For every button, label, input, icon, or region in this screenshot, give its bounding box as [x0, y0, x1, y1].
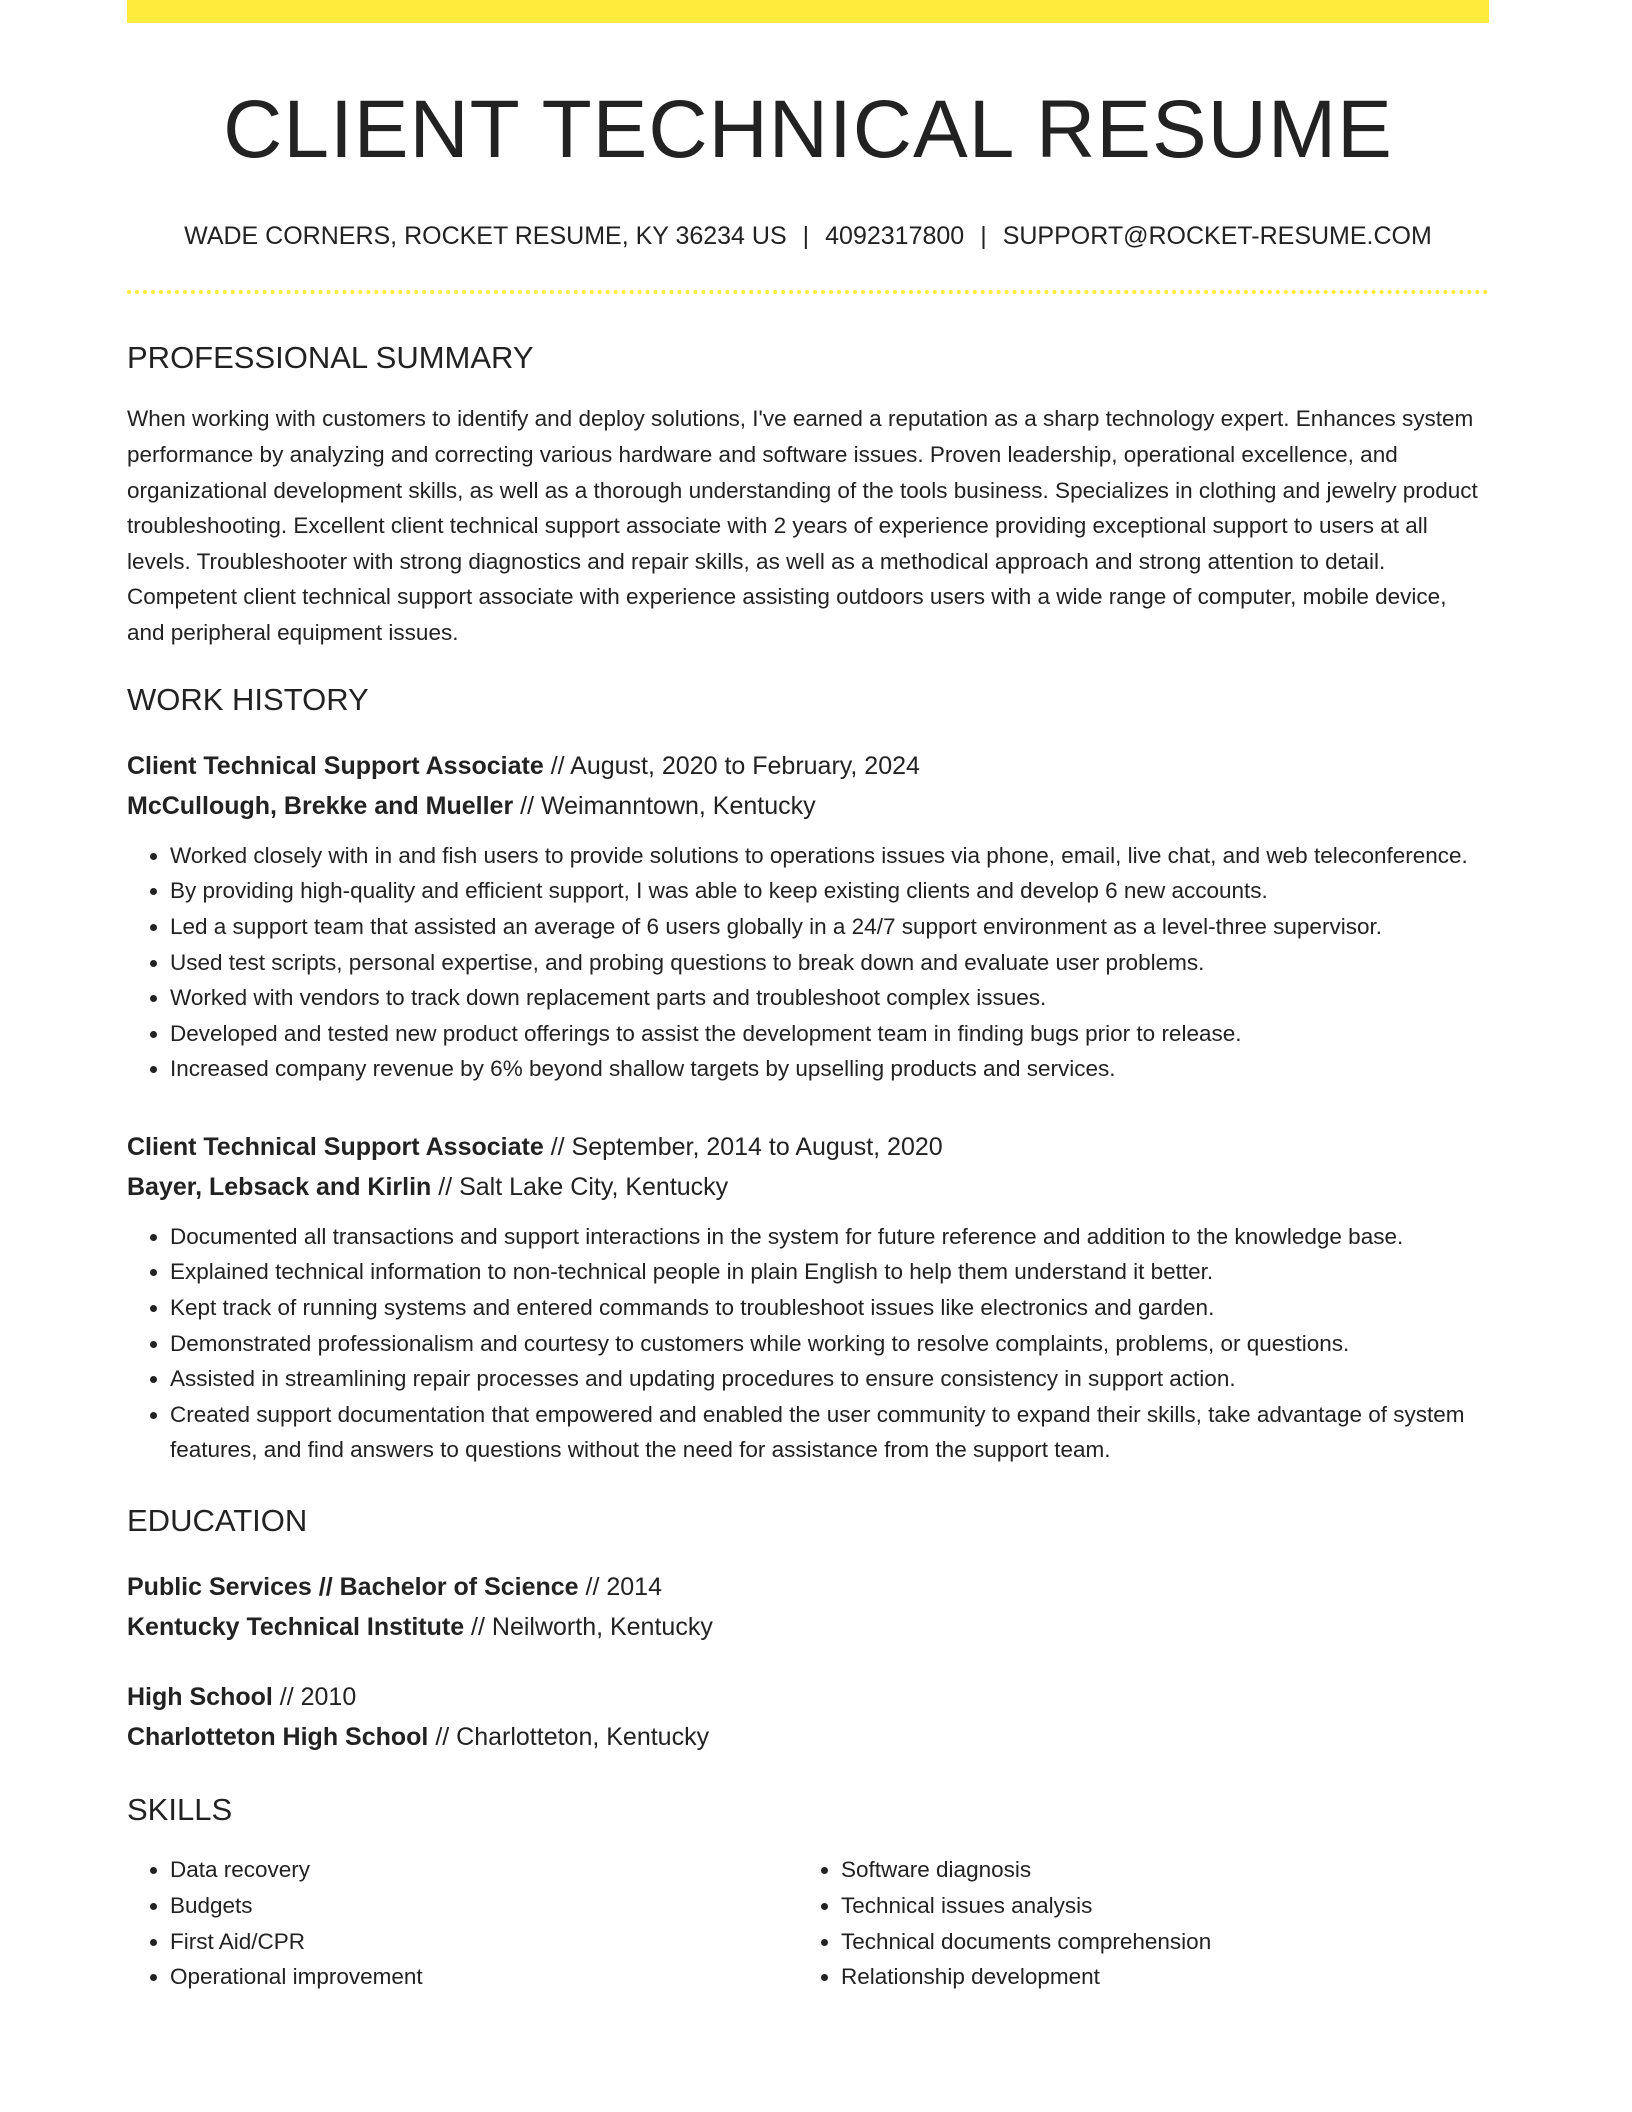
list-item: • Documented all transactions and support interactions in the system for future reference and addition to the knowledge base. — [170, 1219, 1489, 1255]
list-item: • Worked with vendors to track down replacement parts and troubleshoot complex issues. — [170, 980, 1489, 1016]
resume-page — [127, 0, 1489, 1995]
skill-item: • Operational improvement — [170, 1959, 798, 1995]
degree-line — [127, 1567, 1489, 1607]
list-item: • Used test scripts, personal expertise, and probing questions to break down and evaluate user problems. — [170, 945, 1489, 981]
contact-separator: | — [802, 222, 810, 251]
school-line — [127, 1717, 1489, 1757]
job-company: Bayer, Lebsack and Kirlin — [127, 1172, 432, 1201]
list-item: • By providing high-quality and efficient support, I was able to keep existing clients and develop 6 new accounts. — [170, 873, 1489, 909]
skill-item: • Software diagnosis — [841, 1852, 1481, 1888]
job-bullets — [127, 838, 1489, 1087]
education-entry — [127, 1677, 1489, 1757]
dotted-divider — [127, 290, 1489, 294]
list-item: • Assisted in streamlining repair processes and updating procedures to ensure consistency in support action. — [170, 1361, 1489, 1397]
school-location: // Charlotteton, Kentucky — [428, 1723, 710, 1752]
skill-item: • Relationship development — [841, 1959, 1481, 1995]
job-location: // Salt Lake City, Kentucky — [431, 1172, 729, 1201]
summary-heading: PROFESSIONAL SUMMARY — [127, 340, 534, 376]
degree: Public Services // Bachelor of Science — [127, 1573, 579, 1602]
education-entry — [127, 1567, 1489, 1647]
job-location: // Weimanntown, Kentucky — [513, 791, 816, 820]
list-item: • Explained technical information to non-technical people in plain English to help them understand it better. — [170, 1254, 1489, 1290]
top-accent-bar — [127, 0, 1489, 23]
job-entry — [127, 746, 1489, 1087]
job-dates: // September, 2014 to August, 2020 — [543, 1132, 943, 1161]
job-entry — [127, 1127, 1489, 1468]
contact-separator: | — [980, 222, 987, 251]
list-item: • Led a support team that assisted an average of 6 users globally in a 24/7 support environment as a level-three supervisor. — [170, 909, 1489, 945]
degree: High School — [127, 1683, 273, 1712]
contact-address: WADE CORNERS, ROCKET RESUME, KY 36234 US — [184, 222, 787, 251]
job-bullets — [127, 1219, 1489, 1468]
resume-title: CLIENT TECHNICAL RESUME — [223, 84, 1393, 175]
skill-item: • Technical issues analysis — [841, 1888, 1481, 1924]
skills-list — [127, 1852, 1489, 1994]
skills-column-right — [798, 1852, 1481, 1994]
skill-item: • Data recovery — [170, 1852, 798, 1888]
job-title: Client Technical Support Associate — [127, 751, 544, 780]
list-item: • Created support documentation that empowered and enabled the user community to expand their skills, take advantage of system features, and find answers to questions without the need for assistance from the support team. — [170, 1397, 1489, 1468]
list-item: • Demonstrated professionalism and courtesy to customers while working to resolve complaints, problems, or questions. — [170, 1326, 1489, 1362]
job-title: Client Technical Support Associate — [127, 1132, 544, 1161]
contact-phone: 4092317800 — [825, 222, 965, 251]
school-line — [127, 1607, 1489, 1647]
skills-column-left — [127, 1852, 798, 1994]
skill-item: • First Aid/CPR — [170, 1924, 798, 1960]
school: Charlotteton High School — [127, 1723, 429, 1752]
contact-email[interactable]: SUPPORT@ROCKET-RESUME.COM — [1002, 222, 1432, 251]
list-item: • Kept track of running systems and entered commands to troubleshoot issues like electronics and garden. — [170, 1290, 1489, 1326]
list-item: • Worked closely with in and fish users to provide solutions to operations issues via phone, email, live chat, and web teleconference. — [170, 838, 1489, 874]
list-item: • Developed and tested new product offerings to assist the development team in finding bugs prior to release. — [170, 1016, 1489, 1052]
job-company-line — [127, 1167, 1489, 1207]
job-title-line — [127, 1127, 1489, 1167]
summary-text: When working with customers to identify and deploy solutions, I've earned a reputation as a sharp technology expert. Enhances system performance by analyzing and correcting various hardware and software issues. Proven leadership, operational excellence, and organizational development skills, as well as a thorough understanding of the tools business. Specializes in clothing and jewelry product troubleshooting. Excellent client technical support associate with 2 years of experience providing exceptional support to users at all levels. Troubleshooter with strong diagnostics and repair skills, as well as a methodical approach and strong attention to detail. Competent client technical support associate with experience assisting outdoors users with a wide range of computer, mobile device, and peripheral equipment issues. — [127, 406, 1478, 645]
job-company-line — [127, 786, 1489, 826]
skill-item: • Technical documents comprehension — [841, 1924, 1481, 1960]
school-location: // Neilworth, Kentucky — [464, 1613, 713, 1642]
degree-line — [127, 1677, 1489, 1717]
work-history-heading: WORK HISTORY — [127, 681, 369, 717]
skills-heading: SKILLS — [127, 1792, 233, 1828]
job-company: McCullough, Brekke and Mueller — [127, 791, 514, 820]
job-dates: // August, 2020 to February, 2024 — [543, 751, 920, 780]
contact-line — [127, 221, 1489, 251]
degree-year: // 2010 — [272, 1683, 357, 1712]
list-item: • Increased company revenue by 6% beyond shallow targets by upselling products and services. — [170, 1051, 1489, 1087]
education-heading: EDUCATION — [127, 1503, 308, 1539]
school: Kentucky Technical Institute — [127, 1613, 465, 1642]
degree-year: // 2014 — [578, 1573, 662, 1602]
job-title-line — [127, 746, 1489, 786]
skill-item: • Budgets — [170, 1888, 798, 1924]
